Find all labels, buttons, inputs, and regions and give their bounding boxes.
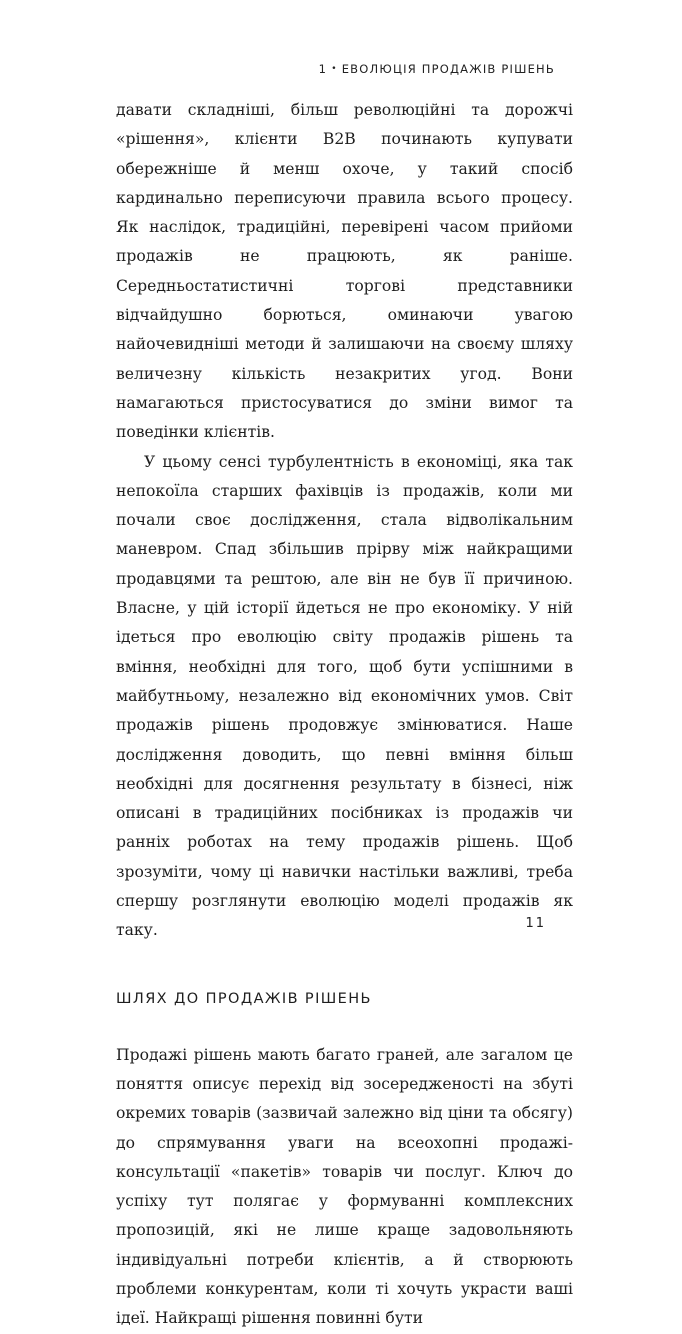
paragraph: Продажі рішень мають багато граней, але загалом це поняття описує перехід від зосередженості на збуті окремих товарів (зазвичай залежно від ціни та обсягу) до спрямування уваги на всеохопні продажі-консультації «пакетів» товарів чи послуг. Ключ до успіху тут полягає у формуванні комплексних пропозицій, які не лише краще задовольняють індивідуальні потреби клієнтів, а й створюють проблеми конкурентам, коли ті хочуть украсти ваші ідеї. Найкращі рішення повинні бути — [116, 1045, 573, 1328]
running-head-separator: • — [331, 64, 338, 74]
paragraph-continued: давати складніші, більш революційні та дорожчі «рішення», клієнти B2B починають купувати обережніше й менш охоче, у такий спосіб кардинально переписуючи правила всього процесу. Як наслідок, традиційні, перевірені часом прийоми продажів не працюють, як раніше. Середньостатистичні торгові представники відчайдушно борються, оминаючи увагою найочевидніші методи й залишаючи на своєму шляху величезну кількість незакритих угод. Вони намагаються пристосуватися до зміни вимог та поведінки клієнтів. — [116, 101, 573, 442]
page-body — [116, 96, 573, 1334]
page-number: 11 — [525, 916, 546, 931]
chapter-number: 1 — [318, 62, 328, 76]
section-heading: ШЛЯХ ДО ПРОДАЖІВ РІШЕНЬ — [116, 990, 372, 1007]
chapter-title: ЕВОЛЮЦІЯ ПРОДАЖІВ РІШЕНЬ — [341, 62, 555, 76]
paragraph: У цьому сенсі турбулентність в економіці, яка так непокоїла старших фахівців із продажів, коли ми почали своє дослідження, стала відволікальним маневром. Спад збільшив прірву між найкращими продавцями та рештою, але він не був її причиною. Власне, у цій історії йдеться не про економіку. У ній ідеться про еволюцію світу продажів рішень та вміння, необхідні для того, щоб бути успішними в майбутньому, незалежно від економічних умов. Світ продажів рішень продовжує змінюватися. Наше дослідження доводить, що певні вміння більш необхідні для досягнення результату в бізнесі, ніж описані в традиційних посібниках із продажів чи ранніх роботах на тему продажів рішень. Щоб зрозуміти, чому ці навички настільки важливі, треба спершу розглянути еволюцію моделі продажів як таку. — [116, 452, 573, 940]
running-head — [319, 62, 555, 76]
